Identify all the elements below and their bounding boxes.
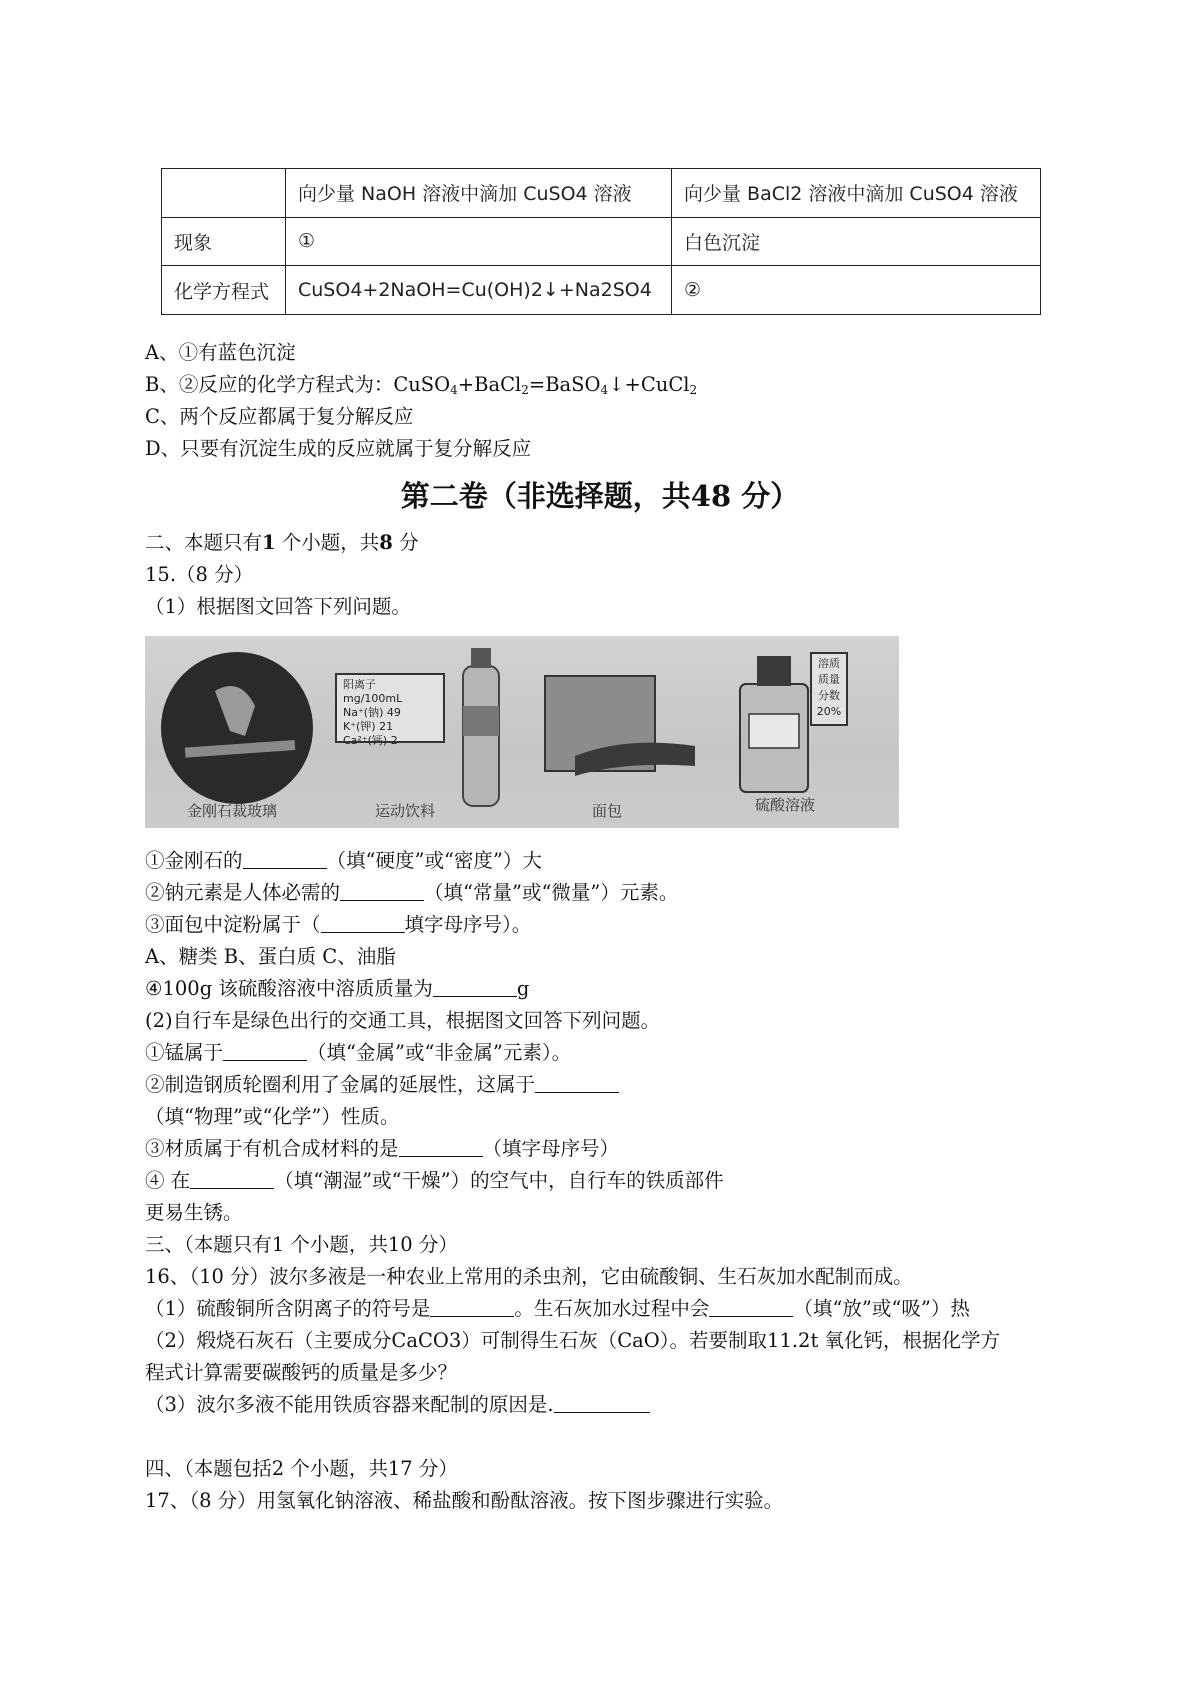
table-cell: 化学方程式 [162,266,286,315]
question-15-sub1: （1）根据图文回答下列问题。 [145,595,411,618]
answer-blank[interactable] [321,914,405,933]
answer-blank[interactable] [554,1394,650,1413]
q15-1-item-3-options: A、糖类 B、蛋白质 C、油脂 [145,945,396,968]
caption-acid: 硫酸溶液 [755,796,816,814]
acid-label-box: 溶质 质量 分数 20% [810,652,848,726]
table-row [162,217,1041,266]
q15-2-item-4-cont: 更易生锈。 [145,1201,243,1224]
q16-sub2-cont: 程式计算需要碳酸钙的质量是多少？ [145,1361,458,1384]
q16-sub3: （3）波尔多液不能用铁质容器来配制的原因是. [145,1393,650,1417]
q15-1-item-2: ②钠元素是人体必需的 （填“常量”或“微量”）元素。 [145,881,679,904]
part-two-heading: 二、本题只有1 个小题，共8 分 [145,531,419,554]
table-cell: CuSO4+2NaOH=Cu(OH)2↓+Na2SO4 [286,266,672,315]
caption-diamond: 金刚石裁玻璃 [187,802,278,820]
q15-2-item-4: ④ 在 （填“潮湿”或“干燥”）的空气中，自行车的铁质部件 [145,1169,724,1192]
table-cell: 白色沉淀 [672,217,1041,266]
q16-sub1: （1）硫酸铜所含阴离子的符号是 。生石灰加水过程中会 （填“放”或“吸”）热 [145,1297,970,1320]
q15-1-item-4: ④100g 该硫酸溶液中溶质质量为 g [145,977,530,1000]
answer-blank[interactable] [399,1138,483,1157]
answer-blank[interactable] [430,1298,514,1317]
ion-label-box: 阳离子 mg/100mL Na⁺(钠) 49 K⁺(钾) 21 Ca²⁺(钙) 2 [335,673,445,743]
table-cell: ① [286,217,672,266]
table-cell: ② [672,266,1041,315]
table-header-row [162,169,1041,218]
answer-blank[interactable] [243,850,327,869]
answer-blank[interactable] [223,1042,307,1061]
table-cell [162,169,286,218]
illustration-strip [145,636,899,828]
answer-blank[interactable] [433,978,517,997]
q16-sub2: （2）煅烧石灰石（主要成分CaCO3）可制得生石灰（CaO）。若要制取11.2t 氧化钙，根据化学方 [145,1329,1001,1352]
caption-bread: 面包 [592,802,623,820]
q15-1-item-3: ③面包中淀粉属于（ 填字母序号）。 [145,913,532,936]
option-a: A、①有蓝色沉淀 [145,341,296,364]
q15-1-item-1: ①金刚石的 （填“硬度”或“密度”）大 [145,849,542,872]
q15-2-item-2-cont: （填“物理”或“化学”）性质。 [145,1105,400,1128]
q15-2-item-3: ③材质属于有机合成材料的是 （填字母序号） [145,1137,620,1160]
q15-2-item-2: ②制造钢质轮圈利用了金属的延展性，这属于 [145,1073,619,1097]
answer-blank[interactable] [340,882,424,901]
question-17: 17、（8 分）用氢氧化钠溶液、稀盐酸和酚酞溶液。按下图步骤进行实验。 [145,1489,784,1512]
answer-blank[interactable] [535,1074,619,1093]
section-title: 第二卷（非选择题，共48 分） [400,479,800,513]
part-three-heading: 三、（本题只有1 个小题，共10 分） [145,1233,458,1256]
caption-drink: 运动饮料 [375,802,436,820]
question-15-heading: 15.（8 分） [145,563,254,586]
option-d: D、只要有沉淀生成的反应就属于复分解反应 [145,437,532,460]
q15-2-item-1: ①锰属于 （填“金属”或“非金属”元素）。 [145,1041,572,1064]
answer-blank[interactable] [709,1298,793,1317]
table-cell: 向少量 BaCl2 溶液中滴加 CuSO4 溶液 [672,169,1041,218]
part-four-heading: 四、（本题包括2 个小题，共17 分） [145,1457,458,1480]
answer-blank[interactable] [190,1170,274,1189]
option-b: B、②反应的化学方程式为：CuSO$_4$+BaCl$_2$=BaSO$_4$↓+CuCl$_2$ [145,373,698,397]
table-cell: 现象 [162,217,286,266]
q15-2-intro: (2)自行车是绿色出行的交通工具，根据图文回答下列问题。 [145,1009,661,1032]
table-cell: 向少量 NaOH 溶液中滴加 CuSO4 溶液 [286,169,672,218]
reaction-comparison-table [161,168,1041,315]
question-16: 16、（10 分）波尔多液是一种农业上常用的杀虫剂，它由硫酸铜、生石灰加水配制而成。 [145,1265,913,1288]
table-row [162,266,1041,315]
option-c: C、两个反应都属于复分解反应 [145,405,414,428]
